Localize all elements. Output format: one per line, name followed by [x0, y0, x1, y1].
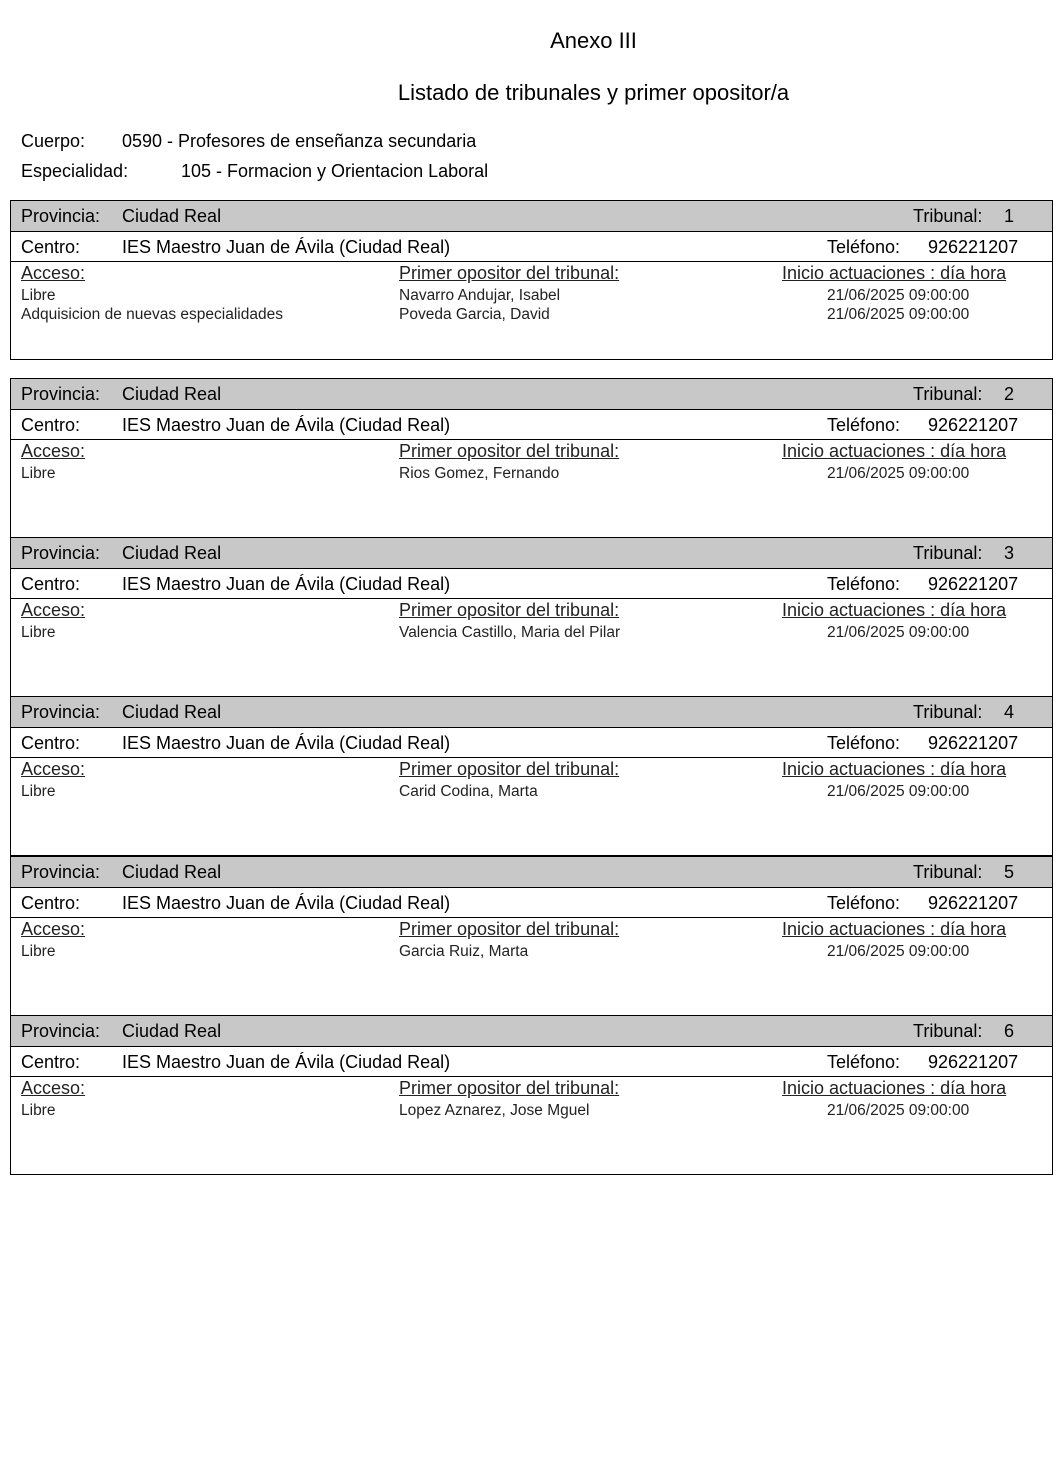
- centro-value: IES Maestro Juan de Ávila (Ciudad Real): [122, 733, 451, 753]
- telefono-label: Teléfono:: [827, 237, 901, 257]
- acceso-header: Acceso:: [21, 1078, 86, 1098]
- opositor-value: Valencia Castillo, Maria del Pilar: [399, 624, 621, 641]
- cuerpo-label: Cuerpo:: [21, 131, 86, 151]
- centro-row: [11, 728, 1052, 758]
- centro-row: [11, 1047, 1052, 1077]
- inicio-header: Inicio actuaciones : día hora: [782, 759, 1007, 779]
- especialidad-label: Especialidad:: [21, 161, 129, 181]
- acceso-value: Libre: [21, 465, 56, 482]
- provincia-header: [11, 697, 1052, 728]
- tribunal-row: [11, 783, 1052, 802]
- tribunal-rows: [11, 1102, 1052, 1121]
- tribunal-rows: [11, 465, 1052, 484]
- tribunal-rows: [11, 624, 1052, 643]
- especialidad-line: [21, 161, 488, 182]
- tribunal-label: Tribunal:: [913, 384, 983, 404]
- centro-label: Centro:: [21, 893, 81, 913]
- acceso-header: Acceso:: [21, 441, 86, 461]
- provincia-label: Provincia:: [21, 1021, 101, 1041]
- document-title: Anexo III: [550, 28, 637, 53]
- telefono-label: Teléfono:: [827, 893, 901, 913]
- tribunal-number: 4: [1004, 702, 1015, 722]
- centro-value: IES Maestro Juan de Ávila (Ciudad Real): [122, 237, 451, 257]
- tribunal-number: 2: [1004, 384, 1015, 404]
- tribunal-row: [11, 465, 1052, 484]
- acceso-value: Libre: [21, 624, 56, 641]
- primer-opositor-header: Primer opositor del tribunal:: [399, 441, 620, 461]
- provincia-header: [11, 379, 1052, 410]
- acceso-value: Libre: [21, 783, 56, 800]
- telefono-label: Teléfono:: [827, 733, 901, 753]
- opositor-value: Rios Gomez, Fernando: [399, 465, 560, 482]
- tribunal-number: 3: [1004, 543, 1015, 563]
- provincia-label: Provincia:: [21, 384, 101, 404]
- column-headers: [11, 1077, 1052, 1102]
- column-headers: [11, 758, 1052, 783]
- tribunal-label: Tribunal:: [913, 543, 983, 563]
- provincia-value: Ciudad Real: [122, 862, 222, 882]
- column-headers: [11, 262, 1052, 287]
- centro-row: [11, 410, 1052, 440]
- tribunal-block: [10, 378, 1053, 538]
- telefono-label: Teléfono:: [827, 574, 901, 594]
- column-headers: [11, 918, 1052, 943]
- tribunal-label: Tribunal:: [913, 862, 983, 882]
- telefono-value: 926221207: [928, 574, 1019, 594]
- column-headers: [11, 599, 1052, 624]
- inicio-header: Inicio actuaciones : día hora: [782, 263, 1007, 283]
- provincia-label: Provincia:: [21, 702, 101, 722]
- fecha-value: 21/06/2025 09:00:00: [827, 287, 970, 304]
- provincia-value: Ciudad Real: [122, 702, 222, 722]
- tribunal-row: [11, 624, 1052, 643]
- opositor-value: Navarro Andujar, Isabel: [399, 287, 561, 304]
- provincia-label: Provincia:: [21, 206, 101, 226]
- centro-label: Centro:: [21, 415, 81, 435]
- provincia-header: [11, 1016, 1052, 1047]
- centro-value: IES Maestro Juan de Ávila (Ciudad Real): [122, 1052, 451, 1072]
- cuerpo-line: [21, 131, 476, 152]
- tribunal-block: [10, 200, 1053, 360]
- provincia-label: Provincia:: [21, 543, 101, 563]
- tribunal-number: 1: [1004, 206, 1015, 226]
- tribunal-rows: [11, 943, 1052, 962]
- centro-row: [11, 569, 1052, 599]
- acceso-value: Adquisicion de nuevas especialidades: [21, 306, 283, 323]
- tribunal-block: [10, 537, 1053, 697]
- fecha-value: 21/06/2025 09:00:00: [827, 624, 970, 641]
- acceso-value: Libre: [21, 287, 56, 304]
- tribunal-label: Tribunal:: [913, 702, 983, 722]
- tribunal-number: 6: [1004, 1021, 1015, 1041]
- telefono-label: Teléfono:: [827, 1052, 901, 1072]
- centro-label: Centro:: [21, 1052, 81, 1072]
- primer-opositor-header: Primer opositor del tribunal:: [399, 919, 620, 939]
- especialidad-value: 105 - Formacion y Orientacion Laboral: [181, 161, 489, 181]
- acceso-header: Acceso:: [21, 263, 86, 283]
- opositor-value: Garcia Ruiz, Marta: [399, 943, 529, 960]
- column-headers: [11, 440, 1052, 465]
- acceso-value: Libre: [21, 1102, 56, 1119]
- provincia-header: [11, 201, 1052, 232]
- provincia-value: Ciudad Real: [122, 1021, 222, 1041]
- telefono-value: 926221207: [928, 733, 1019, 753]
- tribunal-block: [10, 696, 1053, 856]
- telefono-value: 926221207: [928, 415, 1019, 435]
- acceso-value: Libre: [21, 943, 56, 960]
- telefono-label: Teléfono:: [827, 415, 901, 435]
- provincia-header: [11, 857, 1052, 888]
- provincia-value: Ciudad Real: [122, 384, 222, 404]
- tribunal-label: Tribunal:: [913, 1021, 983, 1041]
- primer-opositor-header: Primer opositor del tribunal:: [399, 600, 620, 620]
- inicio-header: Inicio actuaciones : día hora: [782, 919, 1007, 939]
- acceso-header: Acceso:: [21, 759, 86, 779]
- centro-value: IES Maestro Juan de Ávila (Ciudad Real): [122, 574, 451, 594]
- telefono-value: 926221207: [928, 1052, 1019, 1072]
- tribunal-row: [11, 1102, 1052, 1121]
- tribunal-number: 5: [1004, 862, 1015, 882]
- inicio-header: Inicio actuaciones : día hora: [782, 600, 1007, 620]
- centro-row: [11, 232, 1052, 262]
- fecha-value: 21/06/2025 09:00:00: [827, 306, 970, 323]
- telefono-value: 926221207: [928, 237, 1019, 257]
- opositor-value: Lopez Aznarez, Jose Mguel: [399, 1102, 590, 1119]
- provincia-label: Provincia:: [21, 862, 101, 882]
- tribunal-label: Tribunal:: [913, 206, 983, 226]
- centro-label: Centro:: [21, 733, 81, 753]
- tribunal-row: [11, 287, 1052, 306]
- centro-label: Centro:: [21, 237, 81, 257]
- tribunal-block: [10, 856, 1053, 1016]
- tribunal-rows: [11, 783, 1052, 802]
- tribunal-block: [10, 1015, 1053, 1175]
- tribunal-rows: [11, 287, 1052, 325]
- fecha-value: 21/06/2025 09:00:00: [827, 943, 970, 960]
- tribunal-row: [11, 943, 1052, 962]
- centro-label: Centro:: [21, 574, 81, 594]
- opositor-value: Poveda Garcia, David: [399, 306, 550, 323]
- inicio-header: Inicio actuaciones : día hora: [782, 1078, 1007, 1098]
- centro-value: IES Maestro Juan de Ávila (Ciudad Real): [122, 893, 451, 913]
- centro-value: IES Maestro Juan de Ávila (Ciudad Real): [122, 415, 451, 435]
- cuerpo-value: 0590 - Profesores de enseñanza secundaria: [122, 131, 477, 151]
- acceso-header: Acceso:: [21, 600, 86, 620]
- provincia-value: Ciudad Real: [122, 543, 222, 563]
- fecha-value: 21/06/2025 09:00:00: [827, 1102, 970, 1119]
- telefono-value: 926221207: [928, 893, 1019, 913]
- fecha-value: 21/06/2025 09:00:00: [827, 783, 970, 800]
- inicio-header: Inicio actuaciones : día hora: [782, 441, 1007, 461]
- centro-row: [11, 888, 1052, 918]
- acceso-header: Acceso:: [21, 919, 86, 939]
- primer-opositor-header: Primer opositor del tribunal:: [399, 759, 620, 779]
- opositor-value: Carid Codina, Marta: [399, 783, 538, 800]
- provincia-header: [11, 538, 1052, 569]
- primer-opositor-header: Primer opositor del tribunal:: [399, 263, 620, 283]
- fecha-value: 21/06/2025 09:00:00: [827, 465, 970, 482]
- tribunal-row: [11, 306, 1052, 325]
- primer-opositor-header: Primer opositor del tribunal:: [399, 1078, 620, 1098]
- provincia-value: Ciudad Real: [122, 206, 222, 226]
- document-subtitle: Listado de tribunales y primer opositor/a: [397, 80, 790, 105]
